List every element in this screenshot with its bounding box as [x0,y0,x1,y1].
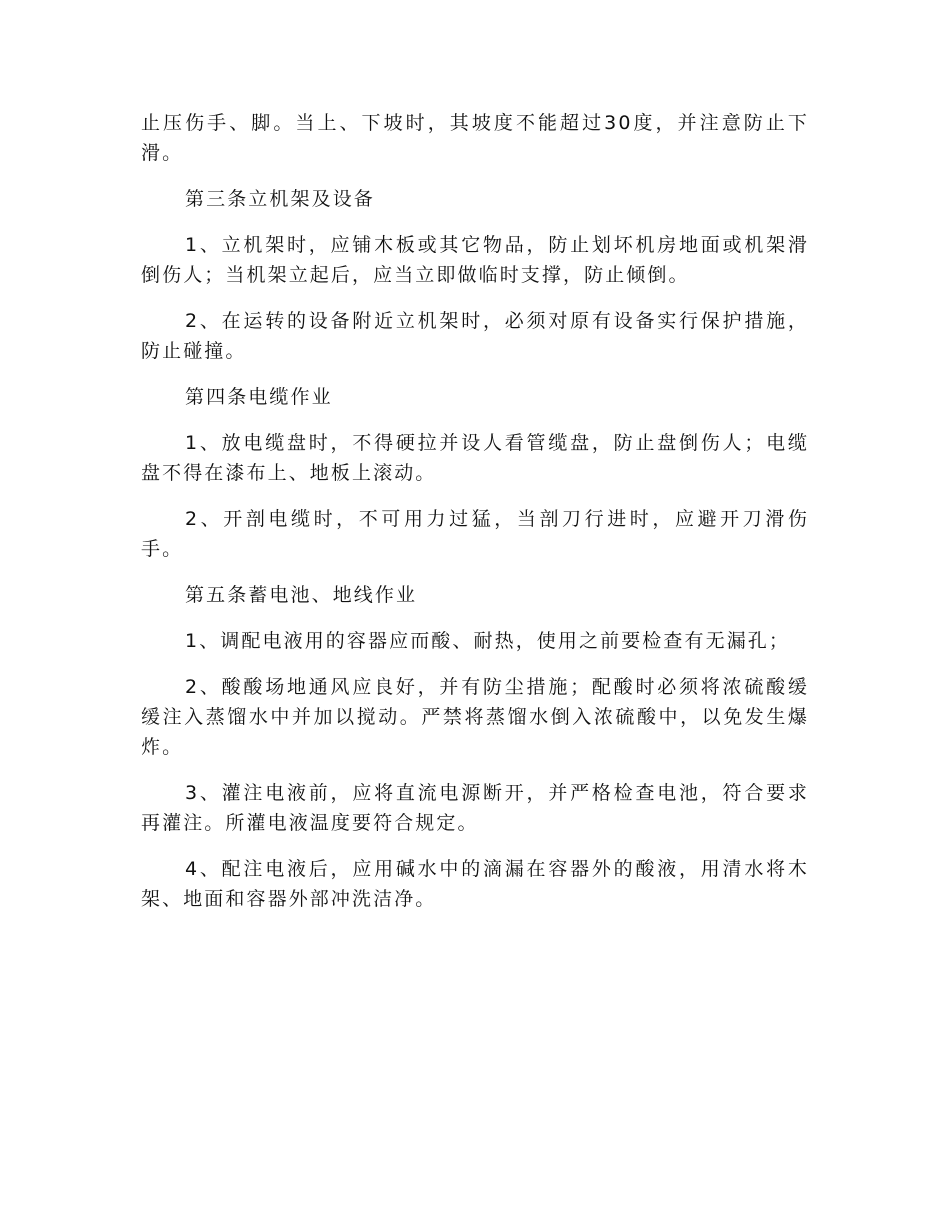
paragraph-continuation: 止压伤手、脚。当上、下坡时，其坡度不能超过30度，并注意防止下滑。 [141,112,809,164]
paragraph-article-4-item-1: 1、放电缆盘时，不得硬拉并设人看管缆盘，防止盘倒伤人；电缆盘不得在漆布上、地板上滚动。 [141,432,809,484]
paragraph-article-5-item-1: 1、调配电液用的容器应而酸、耐热，使用之前要检查有无漏孔； [185,630,790,652]
paragraph-article-3-item-1: 1、立机架时，应铺木板或其它物品，防止划坏机房地面或机架滑倒伤人；当机架立起后，应当立即做临时支撑，防止倾倒。 [141,234,809,286]
section-heading-article-4: 第四条电缆作业 [185,386,333,408]
paragraph-article-5-item-2: 2、酸酸场地通风应良好，并有防尘措施；配酸时必须将浓硫酸缓缓注入蒸馏水中并加以搅动。严禁将蒸馏水倒入浓硫酸中，以免发生爆炸。 [141,676,809,758]
section-heading-article-3: 第三条立机架及设备 [185,188,375,210]
document-body [141,108,809,930]
section-heading-article-5: 第五条蓄电池、地线作业 [185,584,418,606]
paragraph-article-5-item-4: 4、配注电液后，应用碱水中的滴漏在容器外的酸液，用清水将木架、地面和容器外部冲洗洁净。 [141,858,809,910]
paragraph-article-5-item-3: 3、灌注电液前，应将直流电源断开，并严格检查电池，符合要求再灌注。所灌电液温度要符合规定。 [141,782,809,834]
paragraph-article-3-item-2: 2、在运转的设备附近立机架时，必须对原有设备实行保护措施，防止碰撞。 [141,310,809,362]
paragraph-article-4-item-2: 2、开剖电缆时，不可用力过猛，当剖刀行进时，应避开刀滑伤手。 [141,508,809,560]
